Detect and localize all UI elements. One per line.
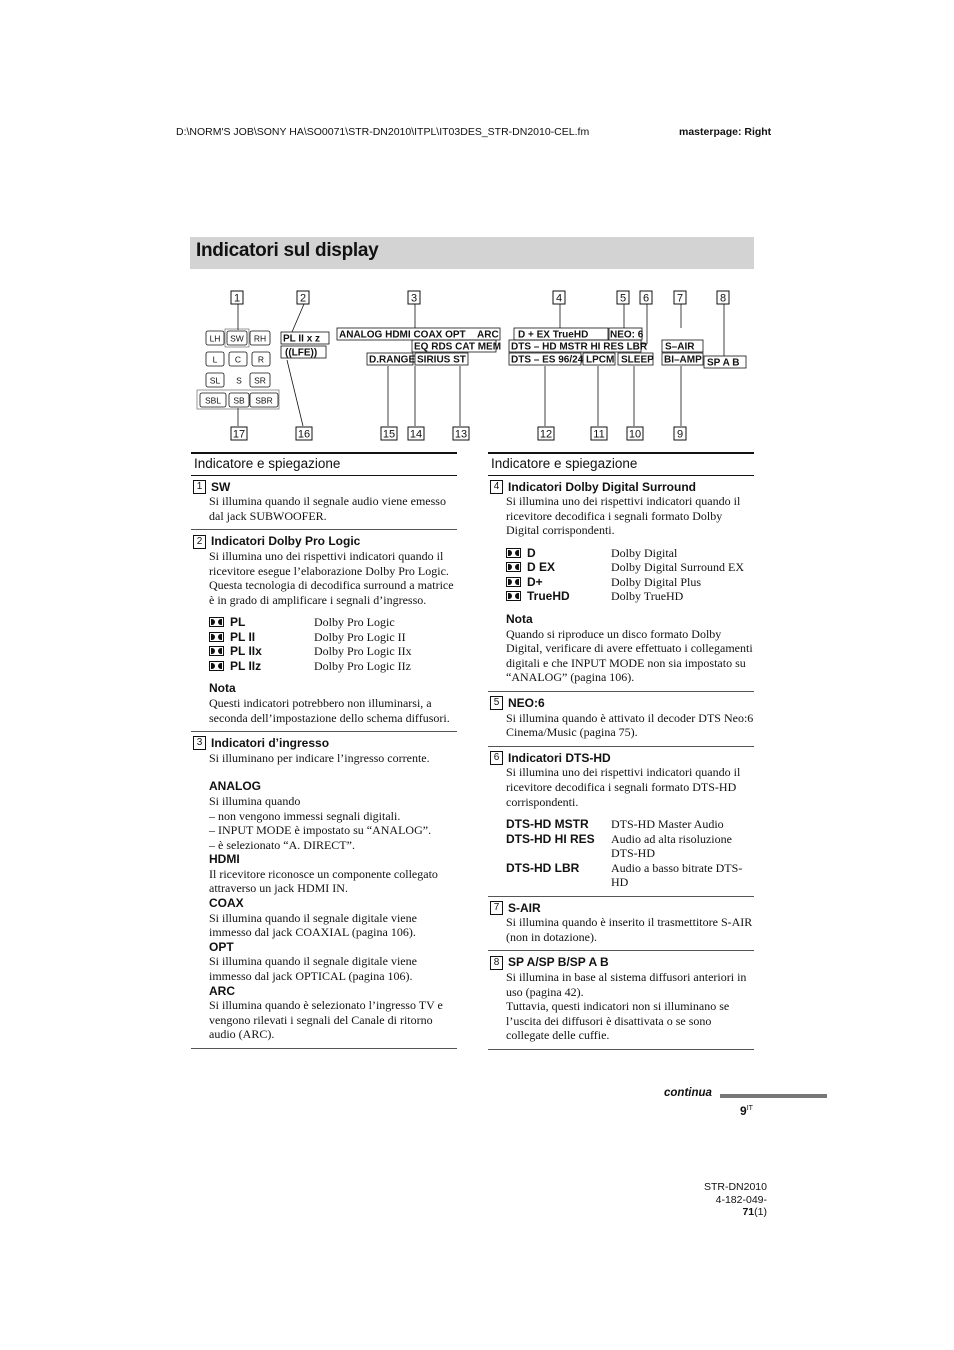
input-indicators: ANALOG HDMI COAX OPT — [339, 329, 466, 341]
dts-hd-table — [506, 817, 754, 890]
item-text: Si illuminano per indicare l’ingresso corrente. — [209, 750, 430, 765]
item-neo6 — [488, 692, 754, 747]
table-row: PL II Dolby Pro Logic II — [209, 630, 412, 645]
item-dolby-digital — [488, 476, 754, 692]
part-number: 4-182-049-71(1) — [715, 1193, 767, 1218]
analog-label: ANALOG — [209, 779, 261, 794]
lpcm-indicator: LPCM — [586, 354, 615, 366]
callout-number: 8 — [719, 292, 727, 305]
callout-number: 15 — [382, 428, 396, 441]
item-number: 3 — [193, 736, 206, 750]
item-text-2: Tuttavia, questi indicatori non si illuminano se l’uscita dei diffusori è disattivata o se sono collegate delle cuffie. — [506, 999, 730, 1043]
arc-label: ARC — [209, 983, 235, 998]
callout-number: 11 — [593, 428, 605, 441]
item-text: Si illumina quando è inserito il trasmettitore S-AIR (non in dotazione). — [506, 915, 753, 944]
dolby-logo-icon — [209, 646, 224, 656]
table-row: TrueHD Dolby TrueHD — [506, 589, 744, 604]
sleep-indicator: SLEEP — [621, 354, 654, 366]
model-name: STR-DN2010 — [703, 1181, 767, 1193]
speaker-label: SW — [230, 333, 244, 344]
eq-rds-indicators: EQ RDS CAT MEM — [414, 341, 502, 353]
sirius-indicator: SIRIUS ST — [417, 354, 466, 366]
speaker-label: L — [212, 354, 218, 365]
neo6-indicator: NEO: 6 — [610, 329, 644, 341]
speaker-label: SL — [209, 375, 221, 386]
continued-bar — [720, 1094, 827, 1098]
callout-number: 10 — [628, 428, 642, 441]
speaker-label: RH — [253, 333, 267, 344]
page-title: Indicatori sul display — [196, 240, 379, 261]
right-column — [488, 452, 754, 1050]
analog-line: – INPUT MODE è impostato su “ANALOG”. — [209, 823, 432, 838]
arc-indicator: ARC — [477, 329, 499, 341]
item-title: SP A/SP B/SP A B — [508, 955, 609, 970]
table-row: D+ Dolby Digital Plus — [506, 575, 744, 590]
item-title: Indicatori Dolby Pro Logic — [211, 534, 361, 549]
item-title: Indicatori d’ingresso — [211, 736, 330, 751]
table-row: D EX Dolby Digital Surround EX — [506, 560, 744, 575]
item-title: S-AIR — [508, 900, 541, 915]
hdmi-label: HDMI — [209, 852, 240, 867]
dolby-logo-icon — [506, 577, 521, 587]
dolby-logo-icon — [209, 632, 224, 642]
item-dolby-pro-logic — [191, 530, 457, 732]
note-text: Quando si riproduce un disco formato Dolby Digital, verificare di avere effettuato i collegamenti digitali e che INPUT MODE non sia impostato su “ANALOG” (pagina 106). — [506, 626, 753, 685]
table-row: PL IIz Dolby Pro Logic IIz — [209, 659, 412, 674]
callout-number: 3 — [410, 292, 418, 305]
continued-label: continua — [664, 1087, 712, 1099]
callout-number: 16 — [297, 428, 311, 441]
s-air-indicator: S–AIR — [665, 341, 695, 353]
dts-es-indicator: DTS – ES 96/24 — [511, 354, 584, 366]
callout-number: 17 — [232, 428, 246, 441]
item-title: SW — [211, 479, 231, 494]
item-s-air — [488, 897, 754, 952]
file-path-header: D:\NORM'S JOB\SONY HA\SO0071\STR-DN2010\ITPL\IT03DES_STR-DN2010-CEL.fm — [176, 126, 590, 138]
coax-label: COAX — [209, 896, 244, 911]
page-number: $9^{IT}$ — [740, 1104, 753, 1118]
callout-number: 6 — [642, 292, 650, 305]
masterpage-label: masterpage: Right — [679, 126, 772, 138]
speaker-label: S — [236, 375, 242, 386]
analog-line: Si illumina quando — [209, 793, 301, 808]
callout-number: 4 — [555, 292, 563, 305]
speaker-label: LH — [209, 333, 221, 344]
item-number: 2 — [193, 535, 206, 549]
callout-number: 1 — [233, 292, 241, 305]
opt-text: Si illumina quando il segnale digitale viene immesso dal jack OPTICAL (pagina 106). — [209, 954, 417, 984]
item-text: Si illumina uno dei rispettivi indicatori quando il ricevitore esegue l’elaborazione Dolby Pro Logic. Questa tecnologia di decodifica surround a matrice è in grado di amplificare i segnali d’ingresso. — [209, 548, 454, 607]
item-number: 1 — [193, 480, 206, 494]
analog-line: – è selezionato “A. DIRECT”. — [209, 837, 355, 852]
item-number: 6 — [490, 751, 503, 765]
hdmi-text: Il ricevitore riconosce un componente collegato attraverso un jack HDMI IN. — [209, 866, 438, 896]
pro-logic-table — [209, 615, 412, 673]
speaker-label: R — [257, 354, 265, 365]
item-dts-hd — [488, 747, 754, 897]
item-number: 4 — [490, 480, 503, 494]
callout-number: 13 — [454, 428, 468, 441]
item-text: Si illumina quando il segnale audio viene emesso dal jack SUBWOOFER. — [209, 494, 446, 523]
coax-text: Si illumina quando il segnale digitale viene immesso dal jack COAXIAL (pagina 106). — [209, 910, 417, 940]
item-sw — [191, 476, 457, 531]
table-row: PL IIx Dolby Pro Logic IIx — [209, 644, 412, 659]
item-text: Si illumina in base al sistema diffusori anteriori in uso (pagina 42). — [506, 969, 747, 999]
speaker-label: SBR — [255, 395, 273, 406]
left-column — [191, 452, 457, 1049]
speaker-label: SB — [233, 395, 245, 406]
item-number: 8 — [490, 956, 503, 970]
item-number: 7 — [490, 901, 503, 915]
item-input-indicators — [191, 732, 457, 1049]
table-header: Indicatore e spiegazione — [191, 452, 457, 476]
bi-amp-indicator: BI–AMP — [664, 354, 702, 366]
dolby-digital-indicators: D + EX TrueHD — [518, 329, 589, 341]
speaker-label: C — [234, 354, 242, 365]
arc-text: Si illumina quando è selezionato l’ingresso TV e vengono rilevati i segnali del Canale di ritorno audio (ARC). — [209, 998, 443, 1042]
dolby-digital-table — [506, 546, 744, 604]
item-number: 5 — [490, 696, 503, 710]
pro-logic-indicator: PL II x z — [283, 333, 321, 345]
note-label: Nota — [209, 681, 236, 696]
analog-line: – non vengono immessi segnali digitali. — [209, 808, 401, 823]
table-header: Indicatore e spiegazione — [488, 452, 754, 476]
speaker-indicators — [197, 329, 279, 409]
callout-number: 14 — [409, 428, 423, 441]
callout-number: 7 — [676, 292, 684, 305]
item-title: NEO:6 — [508, 695, 545, 710]
lfe-indicator: ((LFE)) — [285, 347, 318, 359]
dolby-logo-icon — [209, 617, 224, 627]
callout-number: 9 — [676, 428, 684, 441]
dolby-logo-icon — [506, 591, 521, 601]
table-row: DTS-HD HI RES Audio ad alta risoluzione DTS-HD — [506, 831, 732, 861]
dolby-logo-icon — [506, 562, 521, 572]
sp-ab-indicator: SP A B — [707, 357, 740, 369]
table-row: DTS-HD MSTR DTS-HD Master Audio — [506, 817, 724, 832]
callout-number: 5 — [619, 292, 627, 305]
dolby-logo-icon — [506, 548, 521, 558]
display-diagram — [190, 282, 764, 448]
item-title: Indicatori DTS-HD — [508, 750, 611, 765]
item-title: Indicatori Dolby Digital Surround — [508, 479, 697, 494]
item-text: Si illumina quando è attivato il decoder DTS Neo:6 Cinema/Music (pagina 75). — [506, 710, 754, 740]
item-text: Si illumina uno dei rispettivi indicatori quando il ricevitore decodifica i segnali formato Dolby Digital corrispondenti. — [506, 494, 741, 538]
section-title-bar — [190, 237, 754, 269]
callout-number: 2 — [299, 292, 307, 305]
item-sp-ab — [488, 951, 754, 1050]
table-row: D Dolby Digital — [506, 546, 744, 561]
speaker-label: SR — [254, 375, 266, 386]
table-row: DTS-HD LBR Audio a basso bitrate DTS-HD — [506, 860, 743, 890]
model-code — [700, 1181, 767, 1219]
opt-label: OPT — [209, 939, 234, 954]
dts-hd-indicators: DTS – HD MSTR HI RES LBR — [511, 341, 648, 353]
note-label: Nota — [506, 611, 533, 626]
item-text: Si illumina uno dei rispettivi indicatori quando il ricevitore decodifica i segnali formato DTS-HD corrispondenti. — [506, 765, 741, 809]
table-row: PL Dolby Pro Logic — [209, 615, 412, 630]
speaker-label: SBL — [204, 395, 222, 406]
drange-indicator: D.RANGE — [369, 354, 416, 366]
note-text: Questi indicatori potrebbero non illuminarsi, a seconda dell’impostazione dello schema diffusori. — [209, 695, 450, 725]
callout-number: 12 — [539, 428, 553, 441]
dolby-logo-icon — [209, 661, 224, 671]
